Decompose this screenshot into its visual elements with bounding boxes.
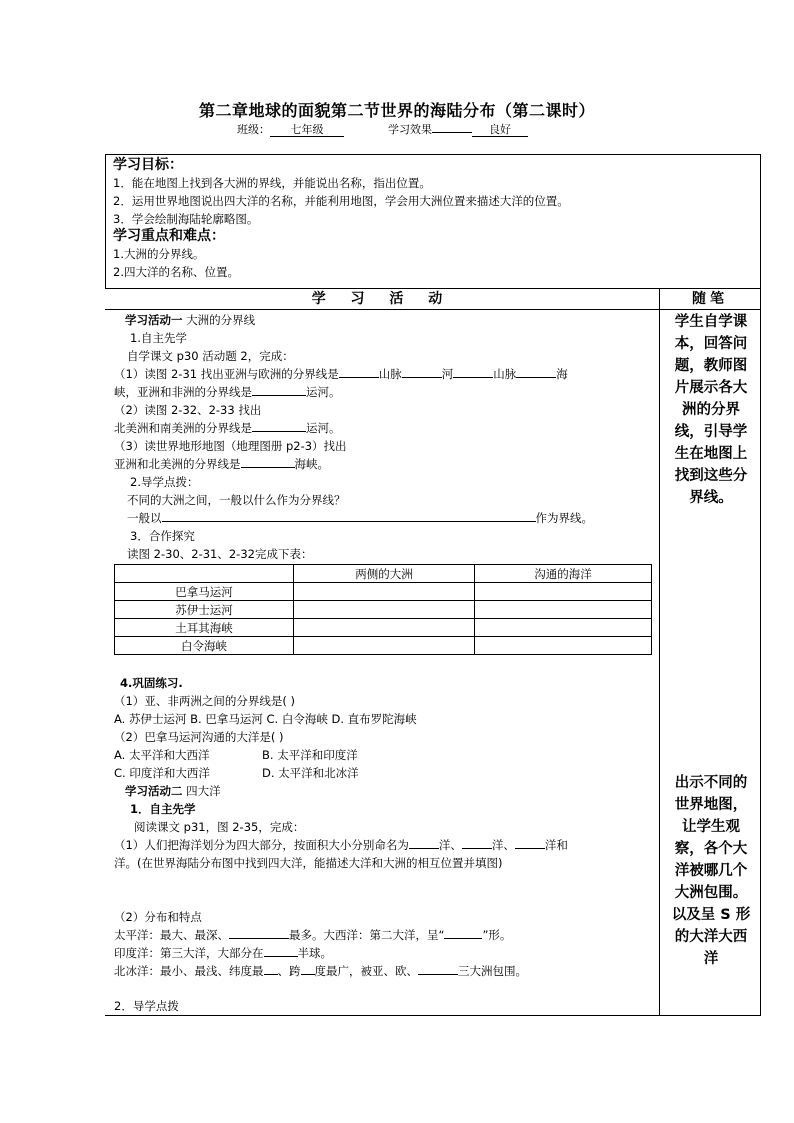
- effect-value: 良好: [472, 124, 528, 137]
- table-header-cell: [115, 565, 294, 583]
- table-header-cell: 两侧的大洲: [294, 565, 475, 583]
- exercise2-option-b: B. 太平洋和印度洋: [262, 748, 358, 762]
- answer-cell[interactable]: [475, 619, 652, 637]
- activity2-q1-cont: 洋。(在世界海陆分布图中找到四大洋，能描述大洋和大洲的相互位置并填图): [114, 856, 503, 870]
- answer-cell[interactable]: [294, 637, 475, 655]
- activity1-sub1: 1.自主先学: [130, 331, 187, 345]
- canal-table: [114, 564, 652, 655]
- exercise1-options: A. 苏伊士运河 B. 巴拿马运河 C. 白令海峡 D. 直布罗陀海峡: [114, 712, 417, 726]
- activity2-q1: （1）人们把海洋划分为四大部分，按面积大小分别命名为 洋、 洋、 洋和: [114, 838, 568, 852]
- objective-item: 3．学会绘制海陆轮廓略图。: [113, 212, 259, 226]
- table-header-cell: 沟通的海洋: [475, 565, 652, 583]
- page-title: 第二章地球的面貌第二节世界的海陆分布（第二课时）: [198, 101, 595, 120]
- activity1-q3-cont: 亚洲和北美洲的分界线是 海峡。: [114, 457, 329, 471]
- indian-line: 印度洋：第三大洋，大部分在 半球。: [114, 946, 332, 960]
- activity1-q2: （2）读图 2-32、2-33 找出: [114, 403, 262, 417]
- activity1-q2-cont: 北美洲和南美洲的分界线是 运河。: [114, 421, 341, 435]
- activity1-q1-cont: 峡，亚洲和非洲的分界线是 运河。: [114, 385, 341, 399]
- table-intro: 读图 2-30、2-31、2-32完成下表：: [127, 547, 313, 561]
- class-label: 班级：: [237, 123, 270, 136]
- activity2-intro: 阅读课文 p31，图 2-35，完成：: [134, 820, 305, 834]
- activity2-q2: （2）分布和特点: [114, 910, 202, 924]
- table-row: [115, 583, 652, 601]
- guide-question: 不同的大洲之间，一般以什么作为分界线？: [127, 493, 346, 507]
- key-points-heading: 学习重点和难点：: [113, 228, 225, 244]
- activity2-title: 学习活动二 四大洋: [125, 784, 221, 798]
- activity1-q1: （1）读图 2-31 找出亚洲与欧洲的分界线是 山脉 河 山脉 海: [114, 367, 568, 381]
- row-label: 土耳其海峡: [115, 619, 294, 637]
- answer-cell[interactable]: [475, 583, 652, 601]
- activity1-sub3: 3．合作探究: [130, 529, 195, 543]
- answer-cell[interactable]: [294, 619, 475, 637]
- activity1-intro: 自学课文 p30 活动题 2，完成：: [127, 349, 294, 363]
- answer-cell[interactable]: [294, 601, 475, 619]
- table-row: [115, 637, 652, 655]
- exercise2-option-d: D. 太平洋和北冰洋: [262, 766, 359, 780]
- side-note-1: 学生自学课 本，回答问 题，教师图 片展示各大 洲的分界 线，引导学 生在地图上 找到这些分 界线。: [674, 314, 748, 506]
- table-header-row: [115, 565, 652, 583]
- activity1-title: 学习活动一 大洲的分界线: [125, 313, 256, 327]
- activity1-q3: （3）读世界地形地图（地理图册 p2-3）找出: [114, 439, 347, 453]
- notes-column-header: 随笔: [692, 291, 728, 307]
- exercise2: （2）巴拿马运河沟通的大洋是( ): [114, 730, 284, 744]
- class-value: 七年级: [270, 124, 344, 137]
- activity-column-header: 学 习 活 动: [311, 291, 453, 307]
- pacific-line: 太平洋：最大、最深、 最多。大西洋：第二大洋，呈“ ”形。: [114, 928, 512, 942]
- objective-item: 2．运用世界地图说出四大洋的名称，并能利用地图，学会用大洲位置来描述大洋的位置。: [113, 194, 569, 208]
- exercise1: （1）亚、非两洲之间的分界线是( ): [114, 694, 295, 708]
- arctic-line: 北冰洋：最小、最浅、纬度最 、跨 度最广，被亚、欧、 三大洲包围。: [114, 964, 527, 978]
- effect-label: 学习效果: [388, 123, 432, 136]
- guide-answer: 一般以 作为界线。: [127, 511, 593, 525]
- activity1-sub4: 4.巩固练习.: [120, 676, 183, 690]
- answer-cell[interactable]: [475, 637, 652, 655]
- exercise2-option-c: C. 印度洋和大西洋: [114, 766, 210, 780]
- objective-item: 1．能在地图上找到各大洲的界线，并能说出名称，指出位置。: [113, 176, 431, 190]
- activity2-sub2: 2．导学点拨: [114, 999, 179, 1013]
- row-label: 苏伊士运河: [115, 601, 294, 619]
- column-divider: [659, 289, 660, 1015]
- answer-cell[interactable]: [294, 583, 475, 601]
- key-point-item: 2.四大洋的名称、位置。: [113, 265, 239, 279]
- exercise2-option-a: A. 太平洋和大西洋: [114, 748, 210, 762]
- row-label: 巴拿马运河: [115, 583, 294, 601]
- objectives-box: [105, 154, 761, 289]
- row-label: 白令海峡: [115, 637, 294, 655]
- side-note-2: 出示不同的 世界地图， 让学生观 察，各个大 洋被哪几个 大洲包围。 以及呈 S 形 的大洋大西 洋: [671, 775, 751, 967]
- meta-line: [237, 121, 528, 137]
- key-point-item: 1.大洲的分界线。: [113, 247, 205, 261]
- header-divider: [105, 309, 760, 310]
- answer-cell[interactable]: [475, 601, 652, 619]
- activity1-sub2: 2.导学点拨：: [130, 475, 199, 489]
- objectives-heading: 学习目标：: [113, 157, 183, 173]
- table-row: [115, 601, 652, 619]
- activity2-sub1: 1．自主先学: [130, 802, 196, 816]
- table-row: [115, 619, 652, 637]
